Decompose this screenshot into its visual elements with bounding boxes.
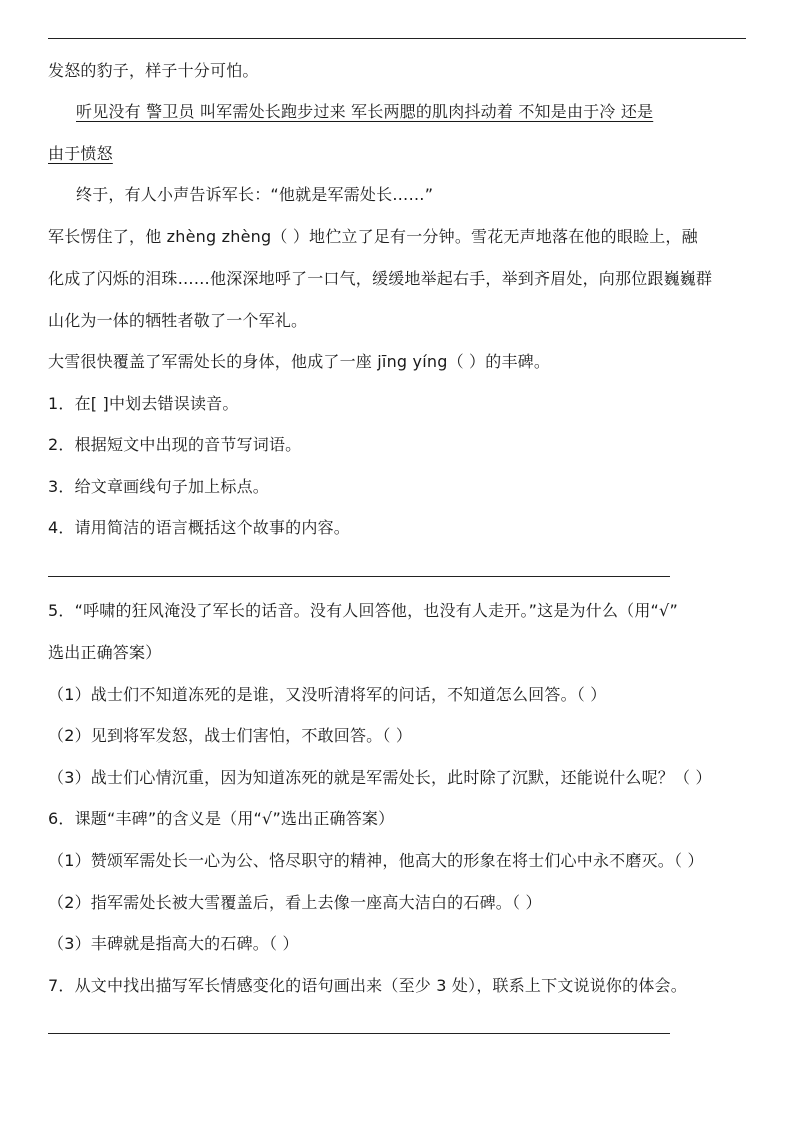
underlined-sentence: 听见没有 警卫员 叫军需处长跑步过来 军长两腮的肌肉抖动着 不知是由于冷 还是 <box>76 102 654 121</box>
answer-line-7 <box>48 1033 670 1034</box>
question-3: 3．给文章画线句子加上标点。 <box>48 477 269 496</box>
option-5-3: （3）战士们心情沉重，因为知道冻死的就是军需处长，此时除了沉默，还能说什么呢？（ ） <box>48 768 712 787</box>
question-5: 5．“呼啸的狂风淹没了军长的话音。没有人回答他，也没有人走开。”这是为什么（用“√” <box>48 601 678 620</box>
text-line: 终于，有人小声告诉军长：“他就是军需处长……” <box>76 185 434 204</box>
question-5-cont: 选出正确答案） <box>48 643 162 662</box>
question-4: 4．请用简洁的语言概括这个故事的内容。 <box>48 518 350 537</box>
text-line: 化成了闪烁的泪珠……他深深地呼了一口气，缓缓地举起右手，举到齐眉处，向那位跟巍巍群 <box>48 269 713 288</box>
text-line: 军长愣住了，他 zhèng zhèng（ ）地伫立了足有一分钟。雪花无声地落在他的眼睑上，融 <box>48 227 698 246</box>
option-5-1: （1）战士们不知道冻死的是谁，又没听清将军的问话，不知道怎么回答。（ ） <box>48 685 607 704</box>
answer-line-4 <box>48 576 670 577</box>
option-6-3: （3）丰碑就是指高大的石碑。（ ） <box>48 934 299 953</box>
question-2: 2．根据短文中出现的音节写词语。 <box>48 435 302 454</box>
text-line: 发怒的豹子，样子十分可怕。 <box>48 61 259 80</box>
option-6-2: （2）指军需处长被大雪覆盖后，看上去像一座高大洁白的石碑。（ ） <box>48 893 542 912</box>
top-rule <box>48 38 746 39</box>
text-line: 山化为一体的牺牲者敬了一个军礼。 <box>48 311 308 330</box>
option-5-2: （2）见到将军发怒，战士们害怕，不敢回答。（ ） <box>48 726 413 745</box>
question-6: 6．课题“丰碑”的含义是（用“√”选出正确答案） <box>48 809 395 828</box>
text-line: 大雪很快覆盖了军需处长的身体，他成了一座 jīng yíng（ ）的丰碑。 <box>48 352 551 371</box>
question-1: 1．在[ ]中划去错误读音。 <box>48 394 239 413</box>
underlined-sentence-cont: 由于愤怒 <box>48 144 113 163</box>
option-6-1: （1）赞颂军需处长一心为公、恪尽职守的精神，他高大的形象在将士们心中永不磨灭。（ ） <box>48 851 704 870</box>
question-7: 7．从文中找出描写军长情感变化的语句画出来（至少 3 处），联系上下文说说你的体会。 <box>48 976 687 995</box>
